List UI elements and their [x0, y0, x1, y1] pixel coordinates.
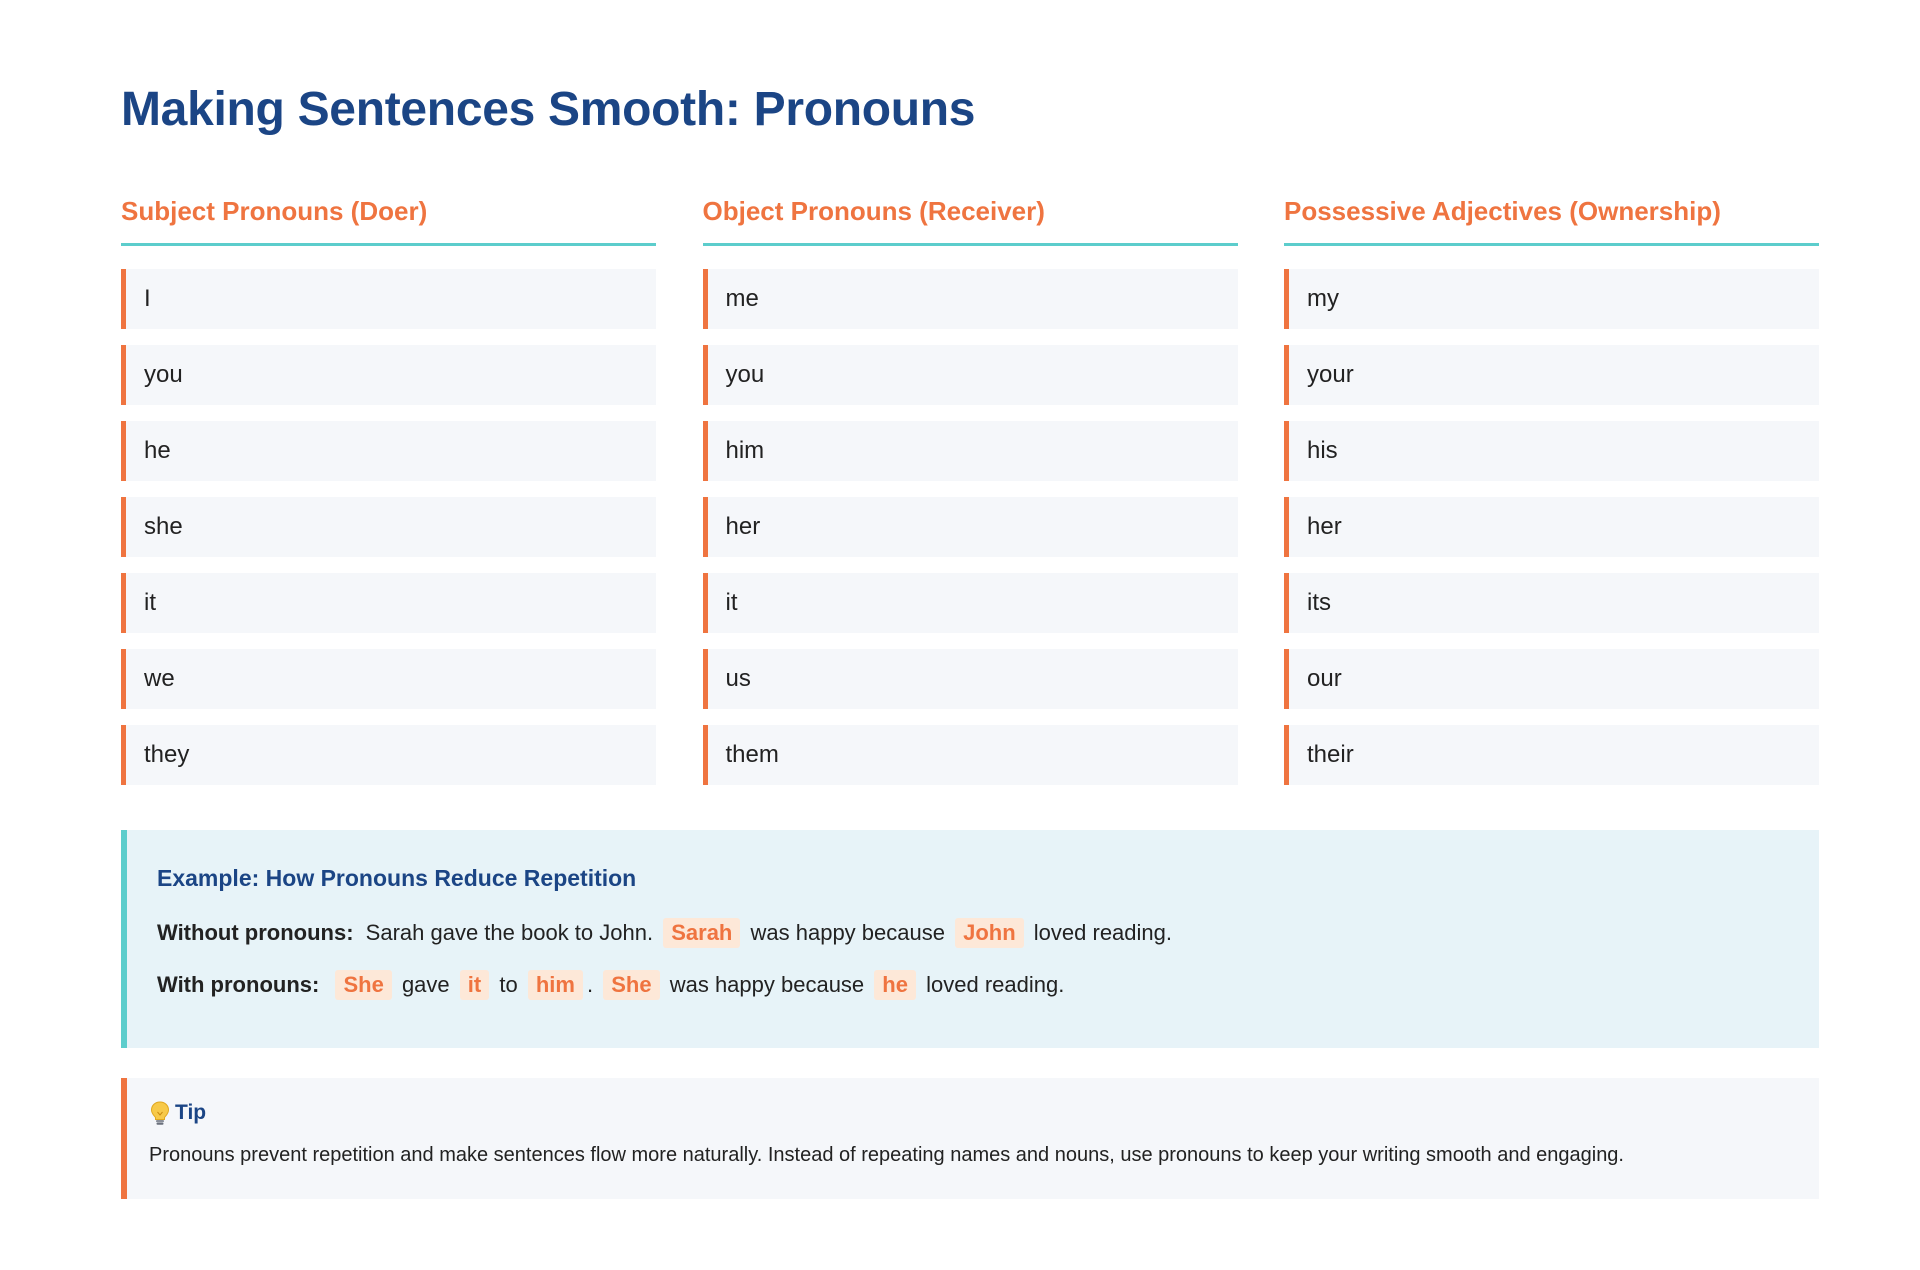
pronoun-list: [703, 269, 1238, 785]
pronoun-list: [1284, 269, 1819, 785]
pronoun-item: him: [703, 421, 1238, 481]
example-text: was happy because: [750, 920, 945, 945]
column-subject-pronouns: [121, 196, 656, 801]
column-object-pronouns: [703, 196, 1238, 801]
highlighted-word: him: [528, 970, 583, 1000]
pronoun-item: his: [1284, 421, 1819, 481]
page-title: Making Sentences Smooth: Pronouns: [121, 83, 976, 136]
pronoun-item: they: [121, 725, 656, 785]
column-heading: Subject Pronouns (Doer): [121, 196, 656, 246]
pronoun-item: us: [703, 649, 1238, 709]
pronoun-item: her: [1284, 497, 1819, 557]
pronoun-columns: [121, 196, 1819, 801]
pronoun-item: it: [121, 573, 656, 633]
pronoun-item: their: [1284, 725, 1819, 785]
example-text: .: [586, 972, 594, 997]
highlighted-word: Sarah: [663, 918, 740, 948]
pronoun-item: our: [1284, 649, 1819, 709]
page: [121, 78, 1819, 1199]
pronoun-item: its: [1284, 573, 1819, 633]
tip-box: [121, 1078, 1819, 1199]
column-possessive-adjectives: [1284, 196, 1819, 801]
example-box: [121, 830, 1819, 1048]
example-text: Sarah gave the book to John.: [365, 920, 654, 945]
example-text: gave: [401, 972, 450, 997]
pronoun-item: you: [121, 345, 656, 405]
pronoun-list: [121, 269, 656, 785]
example-with-pronouns: [157, 970, 1789, 1000]
pronoun-item: she: [121, 497, 656, 557]
example-title: Example: How Pronouns Reduce Repetition: [157, 865, 637, 891]
example-text: loved reading.: [926, 972, 1065, 997]
pronoun-item: your: [1284, 345, 1819, 405]
example-text: was happy because: [669, 972, 865, 997]
lightbulb-icon: [149, 1100, 171, 1126]
tip-header: [149, 1100, 1795, 1126]
example-label: Without pronouns:: [157, 920, 354, 945]
tip-title: Tip: [175, 1101, 207, 1124]
pronoun-item: them: [703, 725, 1238, 785]
pronoun-item: me: [703, 269, 1238, 329]
highlighted-word: John: [955, 918, 1024, 948]
pronoun-item: we: [121, 649, 656, 709]
pronoun-item: I: [121, 269, 656, 329]
tip-text: Pronouns prevent repetition and make sentences flow more naturally. Instead of repeating names and nouns, use pronouns to keep your writing smooth and engaging.: [149, 1144, 1624, 1166]
pronoun-item: my: [1284, 269, 1819, 329]
column-heading: Object Pronouns (Receiver): [703, 196, 1238, 246]
pronoun-item: her: [703, 497, 1238, 557]
highlighted-word: he: [874, 970, 916, 1000]
pronoun-item: it: [703, 573, 1238, 633]
pronoun-item: he: [121, 421, 656, 481]
highlighted-word: She: [335, 970, 391, 1000]
highlighted-word: She: [603, 970, 659, 1000]
example-without-pronouns: [157, 918, 1789, 948]
example-label: With pronouns:: [157, 972, 320, 997]
pronoun-item: you: [703, 345, 1238, 405]
column-heading: Possessive Adjectives (Ownership): [1284, 196, 1819, 246]
example-text: loved reading.: [1033, 920, 1172, 945]
highlighted-word: it: [460, 970, 489, 1000]
example-text: to: [499, 972, 518, 997]
